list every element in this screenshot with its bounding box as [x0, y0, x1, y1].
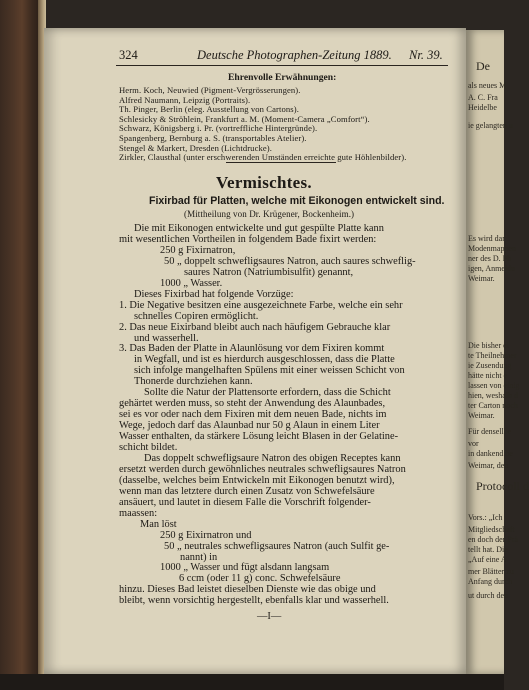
next-page-fragment: Heidelbe [468, 103, 497, 112]
next-page-fragment: Anfang durch [468, 577, 513, 586]
article-line: gehärtet werden muss, so steht der Anwendung des Alaunbades, [119, 398, 386, 410]
award-entry: Alfred Naumann, Leipzig (Portraits). [119, 94, 251, 105]
article-line: 250 g Fixirnatron, [160, 244, 236, 256]
table-surface [0, 674, 504, 690]
article-line: 1000 „ Wasser. [160, 277, 223, 289]
next-page-fragment: in dankend be [468, 449, 513, 458]
article-line: schnelles Copiren ermöglicht. [134, 310, 259, 322]
award-entry: Spangenberg, Bernburg a. S. (transportables Atelier). [119, 133, 307, 143]
article-line: nannt) in [180, 551, 218, 563]
next-page-fragment: Vors.: „Ich [468, 513, 503, 522]
next-page-fragment: Weimar, den [468, 461, 509, 470]
awards-title: Ehrenvolle Erwähnungen: [228, 72, 337, 83]
running-header: Deutsche Photographen-Zeitung 1889. [197, 48, 392, 62]
article-line: Man löst [140, 518, 177, 530]
next-page-fragment: vor [468, 439, 479, 448]
next-page-fragment: en doch der Prä [468, 535, 518, 544]
next-page-fragment: hien, weshalb d [468, 391, 518, 400]
article-line: Thonerde durchziehen kann. [134, 376, 253, 388]
award-entry: Stengel & Markert, Dresden (Lichtdrucke). [119, 142, 273, 153]
article-line: Dieses Fixirbad hat folgende Vorzüge: [134, 288, 294, 300]
article-line: Wege, jedoch darf das Alaunbad nur 50 g Alaun in einem Liter [119, 420, 380, 432]
article-line: sei es vor oder nach dem Fixiren mit dem neuen Bade, nichts im [119, 409, 387, 421]
next-page-fragment: lassen von einig [468, 381, 520, 390]
article-line: ansäuert, und lautet in diesem Falle die Vorschrift folgender- [119, 496, 371, 508]
issue-number: Nr. 39. [409, 48, 443, 62]
book-binding [0, 0, 40, 690]
next-page-fragment: Für densellbe [468, 427, 512, 436]
award-entry: Schlesicky & Ströhlein, Frankfurt a. M. (Moment-Camera „Comfort“). [119, 113, 370, 124]
next-page-fragment: mer Blätter zu [468, 567, 514, 576]
next-page-fragment: Die bisher ei [468, 341, 509, 350]
article-line: und wasserhell. [134, 332, 199, 344]
next-page-fragment: ie gelangten u [468, 121, 513, 130]
next-page-fragment: ter Carton noch [468, 401, 518, 410]
article-line: ersetzt werden durch gewöhnliches neutrales schwefligsaures Natron [119, 463, 406, 475]
award-entry: Th. Pinger, Berlin (eleg. Ausstellung von Cartons). [119, 104, 299, 115]
article-line: schicht bildet. [119, 442, 178, 453]
article-line: sich infolge mangelhaften Spülens mit einer weissen Schicht von [134, 365, 405, 377]
next-page-fragment: ner des D. Ph [468, 254, 512, 263]
article-line: saures Natron (Natriumbisulfit) genannt, [184, 266, 354, 278]
article-line: maassen: [119, 507, 158, 519]
header-rule [116, 65, 448, 66]
next-page-fragment: te Theilnehmer [468, 351, 517, 360]
article-line: Sollte die Natur der Plattensorte erfordern, dass die Schicht [144, 387, 391, 399]
article-line: 250 g Eixirnatron und [160, 529, 252, 541]
award-entry: Zirkler, Clausthal (unter erschwerenden Umständen erreichte gute Höhlenbilder). [119, 152, 407, 163]
article-line: wenn man das letztere durch einen Zusatz von Schwefelsäure [119, 485, 375, 497]
next-page-fragment: Modenmappen [468, 244, 516, 253]
article-line: 50 „ neutrales schwefligsaures Natron (auch Sulfit ge- [164, 540, 390, 552]
article-line: 50 „ doppelt schwefligsaures Natron, auch saures schweflig- [164, 255, 416, 267]
article-credit: (Mittheilung von Dr. Krügener, Bockenheim.) [184, 209, 355, 219]
article-line: 1. Die Negative besitzen eine ausgezeichnete Farbe, welche ein sehr [119, 299, 403, 311]
article-line: hinzu. Dieses Bad leistet dieselben Dienste wie das obige und [119, 584, 376, 596]
next-page-fragment: „Auf eine A [468, 555, 507, 564]
award-entry: Schwarz, Königsberg i. Pr. (vortreffliche Hintergründe). [119, 123, 318, 134]
next-page-fragment: igen, Anmeldu [468, 264, 516, 273]
book-page [44, 28, 466, 674]
next-page-fragment: tellt hat. Die [468, 545, 508, 554]
next-page-fragment: Es wird dar [468, 234, 505, 243]
next-page-fragment: Weimar. [468, 411, 495, 420]
next-page-fragment: als neues M [468, 81, 507, 90]
article-line: mit wesentlichen Vortheilen in folgendem Bade fixirt werden: [119, 233, 377, 245]
article-subtitle: Fixirbad für Platten, welche mit Eikonogen entwickelt sind. [149, 195, 445, 207]
article-line: bleibt, wenn vorsichtig hergestellt, ebenfalls klar und wasserhell. [119, 595, 389, 607]
article-line: Wasser enthalten, da stärkere Lösung leicht Blasen in der Gelatine- [119, 431, 399, 443]
next-page-fragment: Protocoll d [476, 479, 529, 493]
article-line: 1000 „ Wasser und fügt alsdann langsam [160, 562, 330, 574]
article-line: 2. Das neue Eixirband bleibt auch nach häufigem Gebrauche klar [119, 321, 391, 333]
next-page-fragment: hätte nicht e [468, 371, 508, 380]
article-line: 6 ccm (oder 11 g) conc. Schwefelsäure [179, 573, 341, 585]
award-entry: Herm. Koch, Neuwied (Pigment-Vergrösserungen). [119, 85, 301, 95]
article-line: Die mit Eikonogen entwickelte und gut gespülte Platte kann [134, 223, 384, 234]
next-page-fragment: De [476, 59, 490, 73]
section-divider: —I— [257, 611, 282, 622]
next-page-fragment: Weimar. [468, 274, 495, 283]
next-page-fragment: ie Zusendung [468, 361, 512, 370]
next-page-fragment: ut durch den [468, 591, 508, 600]
article-line: in Wegfall, und ist es hierdurch ausgeschlossen, dass die Platte [134, 354, 395, 366]
page-number: 324 [119, 48, 138, 62]
next-page-fragment: A. C. Fra [468, 93, 498, 102]
article-line: (dasselbe, welches beim Entwickeln mit Eikonogen benutzt wird), [119, 474, 395, 486]
section-title: Vermischtes. [216, 173, 312, 192]
article-line: Das doppelt schwefligsaure Natron des obigen Receptes kann [144, 452, 401, 464]
article-line: 3. Das Baden der Platte in Alaunlösung vor dem Fixiren kommt [119, 343, 385, 355]
awards-divider [226, 162, 336, 163]
next-page-edge [466, 30, 529, 674]
next-page-fragment: Mitgliedschaft [468, 525, 515, 534]
